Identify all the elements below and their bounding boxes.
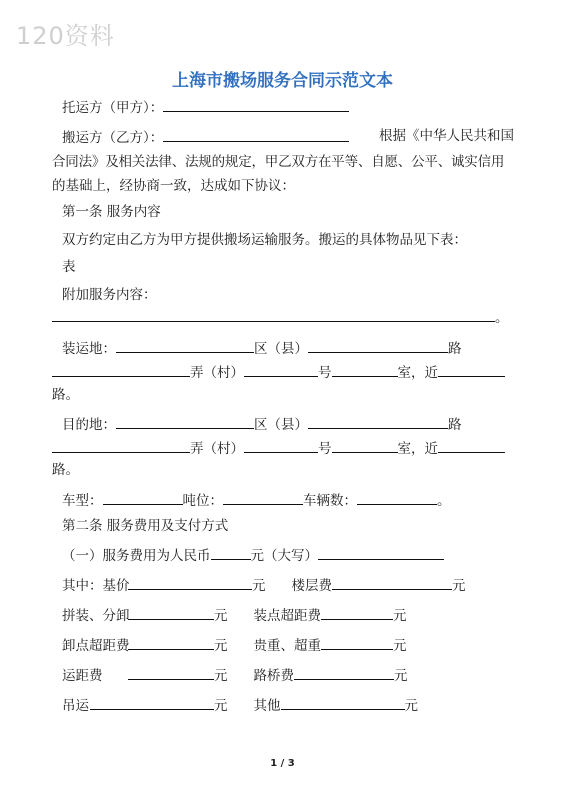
loading-line-1 xyxy=(62,338,462,358)
extra-service-blank[interactable] xyxy=(52,307,495,322)
yuan-unit: 元 xyxy=(214,638,228,654)
yuan-unit: 元 xyxy=(393,608,407,624)
fee-item-base: 其中：基价 xyxy=(62,578,130,594)
destination-number: 号 xyxy=(318,441,332,457)
party-a-label: 托运方（甲方）： xyxy=(62,100,164,116)
fee-toll-blank[interactable] xyxy=(294,665,394,680)
preamble-line-2: 合同法》及相关法律、法规的规定，甲乙双方在平等、自愿、公平、诚实信用 xyxy=(52,154,505,170)
fee-unloading-distance-blank[interactable] xyxy=(128,635,214,650)
destination-road: 路 xyxy=(448,417,462,433)
article-2-heading: 第二条 服务费用及支付方式 xyxy=(62,518,229,534)
destination-district-blank[interactable] xyxy=(116,414,254,429)
destination-road-blank[interactable] xyxy=(308,414,448,429)
article-1-heading: 第一条 服务内容 xyxy=(62,204,161,220)
fee-valuable-blank[interactable] xyxy=(321,635,393,650)
vehicle-line xyxy=(62,490,451,510)
fee-total-upper: 元（大写） xyxy=(250,548,318,564)
party-b-line xyxy=(62,127,349,147)
table-label: 表 xyxy=(62,259,76,275)
loading-lane: 弄（村） xyxy=(190,365,244,381)
loading-district-blank[interactable] xyxy=(116,338,254,353)
destination-lane-blank[interactable] xyxy=(52,438,190,453)
party-b-blank[interactable] xyxy=(163,127,349,142)
vehicle-count-blank[interactable] xyxy=(357,490,437,505)
loading-road-end: 路。 xyxy=(52,387,79,403)
loading-label: 装运地： xyxy=(62,341,116,357)
loading-road-blank[interactable] xyxy=(308,338,448,353)
vehicle-count-label: 车辆数： xyxy=(303,493,357,509)
watermark: 120资料 xyxy=(16,22,115,50)
yuan-unit: 元 xyxy=(404,698,418,714)
vehicle-type-label: 车型： xyxy=(62,493,103,509)
fee-hoisting-blank[interactable] xyxy=(90,695,214,710)
party-a-line xyxy=(62,97,349,117)
loading-lane-blank[interactable] xyxy=(52,362,190,377)
fee-transport-distance-blank[interactable] xyxy=(128,665,214,680)
fee-row-3 xyxy=(62,635,407,655)
destination-room: 室，近 xyxy=(397,441,438,457)
destination-road-end: 路。 xyxy=(52,462,79,478)
loading-number: 号 xyxy=(318,365,332,381)
fee-item-assembly: 拼装、分卸 xyxy=(62,608,130,624)
party-a-blank[interactable] xyxy=(163,97,349,112)
fee-item-unloading-distance: 卸点超距费 xyxy=(62,638,130,654)
fee-item-other: 其他 xyxy=(253,698,281,714)
yuan-unit: 元 xyxy=(214,698,228,714)
yuan-unit: 元 xyxy=(214,608,228,624)
yuan-unit: 元 xyxy=(252,578,266,594)
fee-item-loading-distance: 装点超距费 xyxy=(253,608,321,624)
extra-service-line xyxy=(52,307,509,327)
destination-room-blank[interactable] xyxy=(332,438,398,453)
fee-total-prefix: （一）服务费用为人民币 xyxy=(62,548,211,564)
fee-assembly-blank[interactable] xyxy=(128,605,214,620)
destination-label: 目的地： xyxy=(62,417,116,433)
destination-line-1 xyxy=(62,414,462,434)
fee-item-hoisting: 吊运 xyxy=(62,698,89,714)
fee-item-floor: 楼层费 xyxy=(291,578,332,594)
destination-line-2 xyxy=(52,438,505,458)
fee-item-valuable: 贵重、超重 xyxy=(253,638,321,654)
yuan-unit: 元 xyxy=(452,578,466,594)
loading-line-2 xyxy=(52,362,505,382)
vehicle-end: 。 xyxy=(437,493,451,509)
yuan-unit: 元 xyxy=(393,638,407,654)
fee-base-blank[interactable] xyxy=(128,575,252,590)
fee-other-blank[interactable] xyxy=(281,695,405,710)
destination-number-blank[interactable] xyxy=(244,438,318,453)
preamble-start: 根据《中华人民共和国 xyxy=(379,128,514,144)
party-b-label: 搬运方（乙方）： xyxy=(62,130,164,146)
fee-total-line xyxy=(62,545,444,565)
loading-road: 路 xyxy=(448,341,462,357)
vehicle-type-blank[interactable] xyxy=(103,490,183,505)
fee-total-blank[interactable] xyxy=(211,545,251,560)
fee-floor-blank[interactable] xyxy=(332,575,452,590)
fee-loading-distance-blank[interactable] xyxy=(321,605,393,620)
preamble-line-3: 的基础上，经协商一致，达成如下协议： xyxy=(52,178,295,194)
article-1-text: 双方约定由乙方为甲方提供搬场运输服务。搬运的具体物品见下表： xyxy=(62,232,467,248)
loading-room-blank[interactable] xyxy=(332,362,398,377)
yuan-unit: 元 xyxy=(214,668,228,684)
destination-district: 区（县） xyxy=(254,417,308,433)
loading-room: 室，近 xyxy=(397,365,438,381)
vehicle-tonnage-blank[interactable] xyxy=(223,490,303,505)
destination-near-blank[interactable] xyxy=(438,438,505,453)
fee-row-4 xyxy=(62,665,408,685)
destination-lane: 弄（村） xyxy=(190,441,244,457)
loading-number-blank[interactable] xyxy=(244,362,318,377)
fee-row-2 xyxy=(62,605,407,625)
document-title: 上海市搬场服务合同示范文本 xyxy=(172,71,393,91)
loading-near-blank[interactable] xyxy=(438,362,505,377)
fee-item-toll: 路桥费 xyxy=(253,668,294,684)
page-number: 1 / 3 xyxy=(270,758,295,769)
vehicle-tonnage-label: 吨位： xyxy=(182,493,223,509)
fee-total-upper-blank[interactable] xyxy=(318,545,444,560)
fee-row-5 xyxy=(62,695,418,715)
yuan-unit: 元 xyxy=(394,668,408,684)
loading-district: 区（县） xyxy=(254,341,308,357)
extra-service-label: 附加服务内容： xyxy=(62,287,157,303)
fee-row-1 xyxy=(62,575,466,595)
extra-service-period: 。 xyxy=(495,310,509,326)
fee-item-transport-distance: 运距费 xyxy=(62,668,103,684)
